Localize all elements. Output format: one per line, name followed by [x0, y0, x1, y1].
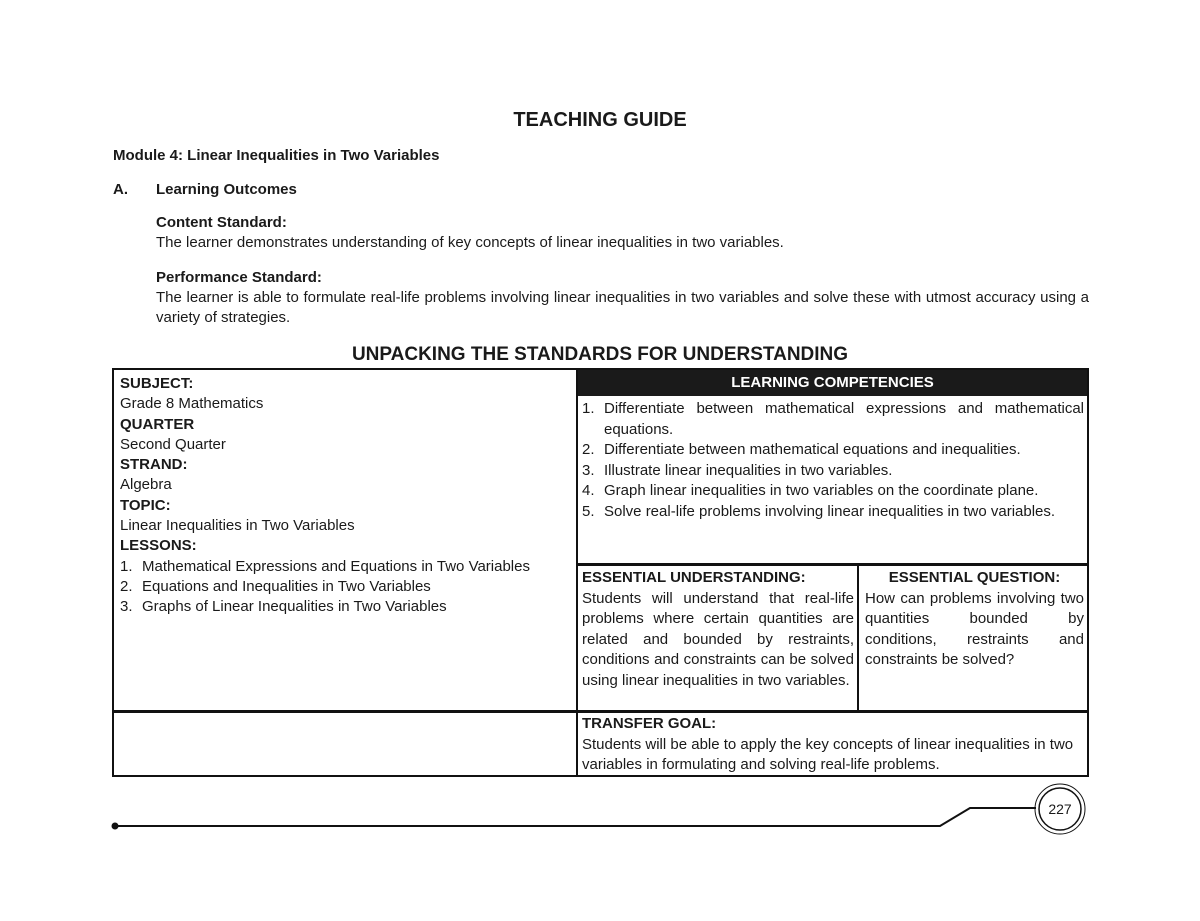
content-standard-text: The learner demonstrates understanding of key concepts of linear inequalities in two variables. — [156, 234, 784, 251]
lesson-text: Equations and Inequalities in Two Variables — [142, 577, 431, 595]
list-number: 1. — [582, 400, 595, 417]
essential-understanding-heading: ESSENTIAL UNDERSTANDING: — [582, 569, 806, 586]
list-number: 4. — [582, 482, 595, 499]
footer-line — [115, 808, 1036, 826]
competency-text: Solve real-life problems involving linear inequalities in two variables. — [604, 502, 1056, 520]
page-title: TEACHING GUIDE — [513, 109, 687, 131]
subject-value: Grade 8 Mathematics — [120, 395, 264, 413]
unpacking-title: UNPACKING THE STANDARDS FOR UNDERSTANDING — [351, 344, 849, 365]
lessons-label: LESSONS: — [120, 537, 197, 555]
strand-value: Algebra — [120, 476, 172, 494]
list-number: 2. — [582, 441, 595, 458]
performance-standard-text: The learner is able to formulate real-life problems involving linear inequalities in two variables and solve these with utmost accuracy using a variety of strategies. — [156, 289, 1089, 326]
transfer-goal-text: Students will be able to apply the key concepts of linear inequalities in two variables in formulating and solving real-life problems. — [582, 735, 1074, 773]
competency-text: Differentiate between mathematical expressions and mathematical equations. — [604, 400, 1084, 438]
list-number: 5. — [582, 502, 595, 520]
section-label: Learning Outcomes — [156, 181, 297, 198]
topic-label: TOPIC: — [120, 496, 171, 514]
performance-standard-heading: Performance Standard: — [156, 269, 322, 286]
essential-understanding-text: Students will understand that real-life problems where certain quantities are related and bounded by restraints, conditions and constraints can be solved using linear inequalities in two variables. — [582, 589, 854, 689]
subject-label: SUBJECT: — [120, 375, 194, 392]
quarter-label: QUARTER — [120, 415, 195, 433]
module-title: Module 4: Linear Inequalities in Two Variables — [113, 147, 440, 164]
quarter-value: Second Quarter — [120, 435, 226, 453]
strand-label: STRAND: — [120, 456, 188, 474]
list-number: 1. — [120, 557, 133, 575]
section-letter: A. — [113, 181, 128, 198]
essential-question-heading: ESSENTIAL QUESTION: — [888, 569, 1061, 586]
list-number: 3. — [582, 461, 595, 479]
learning-competencies-header: LEARNING COMPETENCIES — [578, 370, 1087, 396]
list-number: 2. — [120, 577, 133, 595]
list-number: 3. — [120, 598, 133, 616]
transfer-goal-heading: TRANSFER GOAL: — [582, 715, 717, 732]
lesson-text: Graphs of Linear Inequalities in Two Variables — [142, 598, 447, 616]
competency-text: Differentiate between mathematical equations and inequalities. — [604, 441, 1021, 458]
essential-question-text: How can problems involving two quantities bounded by conditions, restraints and constraints be solved? — [865, 589, 1084, 668]
content-standard-heading: Content Standard: — [156, 214, 287, 231]
lesson-text: Mathematical Expressions and Equations in Two Variables — [142, 557, 530, 575]
topic-value: Linear Inequalities in Two Variables — [120, 517, 355, 535]
competency-text: Graph linear inequalities in two variables on the coordinate plane. — [604, 482, 1039, 499]
competency-text: Illustrate linear inequalities in two variables. — [604, 461, 893, 479]
page-number: 227 — [1048, 801, 1072, 817]
